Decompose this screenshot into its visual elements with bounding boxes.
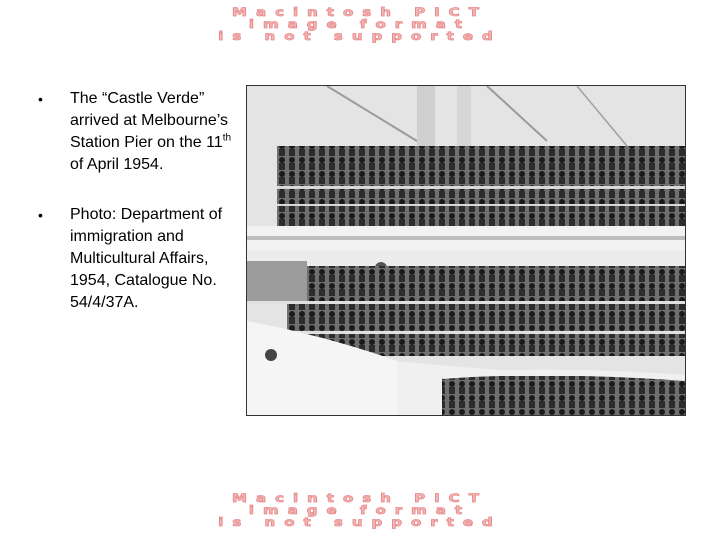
bullet-item	[38, 204, 238, 314]
bullet-text: Photo: Department of immigration and Multicultural Affairs, 1954, Catalogue No. 54/4/37A.	[70, 206, 223, 311]
banner-line-2: image format	[248, 16, 472, 32]
bullet-marker: •	[38, 207, 43, 223]
banner-line-1: Macintosh PICT	[232, 490, 488, 506]
bullet-list	[38, 88, 238, 342]
ordinal-superscript: th	[222, 132, 232, 144]
banner-line-3: is not supported	[218, 28, 502, 44]
banner-line-2: image format	[248, 502, 472, 518]
banner-line-3: is not supported	[218, 514, 502, 530]
ship-deck-crowd-photo	[247, 86, 685, 415]
ship-photo	[246, 85, 686, 416]
banner-line-1: Macintosh PICT	[232, 4, 488, 20]
bullet-item	[38, 88, 238, 176]
pict-unsupported-banner-bottom	[0, 492, 720, 534]
bullet-text: The “Castle Verde” arrived at Melbourne’s Station Pier on the 11th of April 1954.	[70, 90, 232, 173]
pict-unsupported-banner-top	[0, 6, 720, 48]
bullet-marker: •	[38, 91, 43, 107]
